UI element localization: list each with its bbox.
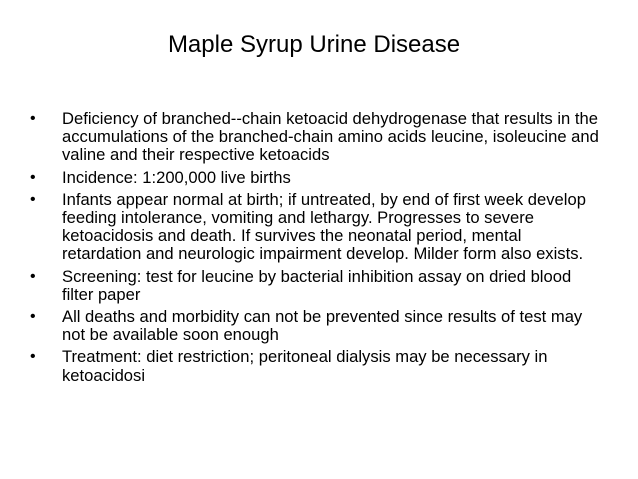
bullet-item [30,348,600,384]
bullet-dot-icon: • [30,267,36,285]
bullet-item [30,308,600,344]
bullet-item [30,191,600,264]
bullet-dot-icon: • [30,110,36,127]
bullet-list [30,110,600,389]
bullet-text: Treatment: diet restriction; peritoneal dialysis may be necessary in ketoacidosi [62,347,548,385]
bullet-text: Incidence: 1:200,000 live births [62,167,291,187]
bullet-text: Infants appear normal at birth; if untreated, by end of first week develop feeding intolerance, vomiting and lethargy. Progresses to severe ketoacidosis and death. If survives the neonatal period, mental retardation and neurologic impairment develop. Milder form also exists. [62,189,586,264]
bullet-text: All deaths and morbidity can not be prevented since results of test may not be available soon enough [62,307,583,345]
slide-title: Maple Syrup Urine Disease [167,31,461,58]
bullet-text: Deficiency of branched--chain ketoacid dehydrogenase that results in the accumulations of the branched-chain amino acids leucine, isoleucine and valine and their respective ketoacids [62,109,599,165]
bullet-dot-icon: • [30,190,36,208]
bullet-text: Screening: test for leucine by bacterial inhibition assay on dried blood filter paper [62,266,572,304]
bullet-item [30,268,600,304]
bullet-item [30,110,600,165]
bullet-dot-icon: • [30,168,36,186]
bullet-dot-icon: • [30,308,36,326]
bullet-dot-icon: • [30,348,36,366]
bullet-item [30,169,600,187]
